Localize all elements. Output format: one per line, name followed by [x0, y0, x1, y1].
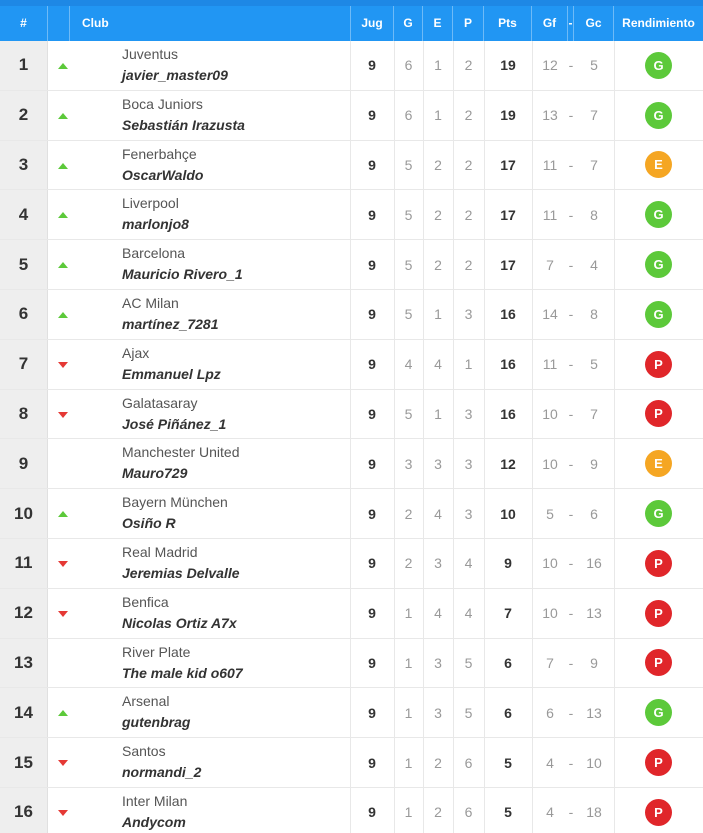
- table-row[interactable]: [0, 439, 703, 489]
- row-e: 2: [434, 256, 442, 273]
- trend-down-icon: [58, 760, 70, 768]
- club-name[interactable]: River Plate: [122, 643, 191, 660]
- performance-badge: G: [645, 251, 672, 278]
- player-name[interactable]: OscarWaldo: [122, 166, 204, 183]
- row-goal-sep: -: [568, 156, 574, 173]
- row-gc: 7: [590, 107, 598, 124]
- club-name[interactable]: Santos: [122, 743, 166, 760]
- row-jug: 9: [368, 156, 376, 173]
- club-name[interactable]: Ajax: [122, 344, 150, 361]
- row-p: 3: [464, 455, 473, 472]
- row-g: 5: [404, 156, 413, 173]
- row-g: 1: [404, 654, 413, 671]
- row-gc: 7: [590, 156, 598, 173]
- row-position: 10: [0, 489, 48, 538]
- rendimiento-cell: [614, 290, 703, 339]
- player-name[interactable]: gutenbrag: [122, 714, 191, 731]
- row-jug: 9: [368, 654, 376, 671]
- table-row[interactable]: [0, 788, 703, 833]
- table-row[interactable]: [0, 141, 703, 191]
- row-gf: 4: [546, 754, 554, 771]
- row-position: 16: [0, 788, 48, 833]
- table-row[interactable]: [0, 390, 703, 440]
- row-position: 11: [0, 539, 48, 588]
- row-e: 2: [434, 804, 442, 821]
- table-row[interactable]: [0, 539, 703, 589]
- rendimiento-cell: [614, 489, 703, 538]
- player-name[interactable]: Andycom: [122, 814, 186, 830]
- row-g: 5: [404, 206, 413, 223]
- player-name[interactable]: Jeremias Delvalle: [122, 565, 240, 581]
- trend-down-icon: [58, 561, 70, 569]
- row-gc: 7: [590, 405, 598, 422]
- trend-up-icon: [58, 113, 70, 121]
- club-name[interactable]: Boca Juniors: [122, 95, 203, 112]
- trend-up-icon: [58, 63, 70, 71]
- table-row[interactable]: [0, 41, 703, 91]
- rendimiento-cell: [614, 240, 703, 289]
- trend-up-icon: [58, 312, 70, 320]
- rendimiento-cell: [614, 141, 703, 190]
- row-position: 6: [0, 290, 48, 339]
- player-name[interactable]: martínez_7281: [122, 316, 219, 332]
- player-name[interactable]: José Piñánez_1: [122, 415, 227, 432]
- row-jug: 9: [368, 356, 376, 373]
- row-gc: 4: [590, 256, 598, 273]
- row-pts: 19: [500, 57, 516, 74]
- row-position: 3: [0, 141, 48, 190]
- row-goal-sep: -: [568, 57, 574, 74]
- player-name[interactable]: Mauro729: [122, 465, 188, 482]
- trend-down-icon: [58, 412, 70, 420]
- table-row[interactable]: [0, 91, 703, 141]
- row-gc: 8: [590, 206, 598, 223]
- performance-badge: P: [645, 400, 672, 427]
- row-gc: 10: [586, 754, 602, 771]
- row-jug: 9: [368, 57, 376, 74]
- club-name[interactable]: Arsenal: [122, 693, 170, 710]
- row-pts: 16: [500, 405, 516, 422]
- row-e: 1: [434, 405, 442, 422]
- row-gf: 5: [546, 505, 554, 522]
- row-g: 3: [404, 455, 413, 472]
- row-position: 15: [0, 738, 48, 787]
- row-jug: 9: [368, 704, 376, 721]
- row-pts: 16: [500, 356, 516, 373]
- table-row[interactable]: [0, 589, 703, 639]
- row-goal-sep: -: [568, 107, 574, 124]
- row-pts: 9: [504, 555, 512, 572]
- club-name[interactable]: Inter Milan: [122, 793, 188, 809]
- row-gf: 11: [542, 356, 558, 373]
- row-gc: 8: [590, 306, 598, 323]
- header-pos: #: [0, 6, 48, 41]
- row-gf: 11: [542, 156, 558, 173]
- club-name[interactable]: Liverpool: [122, 195, 179, 212]
- rendimiento-cell: [614, 41, 703, 90]
- row-goal-sep: -: [568, 405, 574, 422]
- performance-badge: P: [645, 550, 672, 577]
- performance-badge: E: [645, 151, 672, 178]
- row-position: 5: [0, 240, 48, 289]
- row-goal-sep: -: [568, 704, 574, 721]
- club-name[interactable]: Manchester United: [122, 444, 240, 461]
- header-dash: -: [568, 6, 574, 41]
- header-gc[interactable]: Gc: [574, 6, 614, 41]
- row-jug: 9: [368, 206, 376, 223]
- row-e: 1: [434, 107, 442, 124]
- row-jug: 9: [368, 555, 376, 572]
- row-goal-sep: -: [568, 206, 574, 223]
- performance-badge: P: [645, 351, 672, 378]
- row-gc: 18: [586, 804, 602, 821]
- performance-badge: P: [645, 600, 672, 627]
- table-row[interactable]: [0, 190, 703, 240]
- row-gc: 5: [590, 57, 598, 74]
- row-jug: 9: [368, 804, 376, 821]
- player-name[interactable]: The male kid o607: [122, 664, 243, 681]
- club-name[interactable]: Fenerbahçe: [122, 145, 197, 162]
- row-gc: 5: [590, 356, 598, 373]
- row-p: 3: [464, 306, 473, 323]
- row-p: 4: [464, 605, 473, 622]
- row-p: 5: [464, 654, 473, 671]
- row-e: 4: [434, 356, 442, 373]
- row-e: 1: [434, 306, 442, 323]
- club-name[interactable]: Bayern München: [122, 494, 228, 511]
- header-trend: [48, 6, 70, 41]
- player-name[interactable]: normandi_2: [122, 764, 202, 781]
- player-name[interactable]: marlonjo8: [122, 216, 189, 233]
- performance-badge: G: [645, 201, 672, 228]
- player-name[interactable]: Sebastián Irazusta: [122, 116, 245, 133]
- row-jug: 9: [368, 306, 376, 323]
- club-name[interactable]: Juventus: [122, 46, 179, 62]
- rendimiento-cell: [614, 91, 703, 140]
- row-p: 5: [464, 704, 473, 721]
- player-name[interactable]: Nicolas Ortiz A7x: [122, 614, 237, 631]
- row-gf: 7: [546, 256, 554, 273]
- row-g: 5: [404, 256, 413, 273]
- trend-down-icon: [58, 611, 70, 619]
- row-position: 4: [0, 190, 48, 239]
- club-name[interactable]: AC Milan: [122, 295, 179, 311]
- row-e: 4: [434, 505, 442, 522]
- row-p: 2: [464, 107, 473, 124]
- row-gc: 13: [586, 605, 602, 622]
- row-e: 3: [434, 704, 442, 721]
- row-position: 2: [0, 91, 48, 140]
- performance-badge: P: [645, 649, 672, 676]
- club-name[interactable]: Benfica: [122, 593, 169, 610]
- table-row[interactable]: [0, 738, 703, 788]
- header-rendimiento[interactable]: Rendimiento: [622, 16, 695, 30]
- row-gf: 11: [542, 206, 558, 223]
- row-p: 3: [464, 505, 473, 522]
- row-pts: 6: [504, 654, 512, 671]
- row-position: 13: [0, 639, 48, 688]
- row-gc: 13: [586, 704, 602, 721]
- row-gf: 10: [542, 605, 558, 622]
- rendimiento-cell: [614, 190, 703, 239]
- row-e: 2: [434, 754, 442, 771]
- row-e: 2: [434, 156, 442, 173]
- row-p: 2: [464, 156, 473, 173]
- row-goal-sep: -: [568, 605, 574, 622]
- row-gc: 6: [590, 505, 598, 522]
- row-pts: 7: [504, 605, 512, 622]
- row-position: 1: [0, 41, 48, 90]
- trend-up-icon: [58, 511, 70, 519]
- performance-badge: G: [645, 699, 672, 726]
- rendimiento-cell: [614, 539, 703, 588]
- row-g: 5: [404, 306, 413, 323]
- row-pts: 19: [500, 107, 516, 124]
- performance-badge: G: [645, 102, 672, 129]
- row-gc: 9: [590, 654, 598, 671]
- row-jug: 9: [368, 256, 376, 273]
- trend-up-icon: [58, 710, 70, 718]
- table-row[interactable]: [0, 340, 703, 390]
- row-gf: 10: [542, 555, 558, 572]
- rendimiento-cell: [614, 340, 703, 389]
- performance-badge: G: [645, 500, 672, 527]
- row-e: 3: [434, 455, 442, 472]
- row-position: 14: [0, 688, 48, 737]
- header-g[interactable]: G: [394, 6, 423, 41]
- row-g: 5: [404, 405, 413, 422]
- row-jug: 9: [368, 405, 376, 422]
- table-row[interactable]: [0, 489, 703, 539]
- row-goal-sep: -: [568, 455, 574, 472]
- club-name[interactable]: Galatasaray: [122, 394, 198, 411]
- table-row[interactable]: [0, 688, 703, 738]
- trend-down-icon: [58, 810, 70, 818]
- row-g: 1: [404, 804, 413, 821]
- club-name[interactable]: Barcelona: [122, 245, 186, 262]
- row-jug: 9: [368, 455, 376, 472]
- row-gf: 6: [546, 704, 554, 721]
- row-g: 1: [404, 605, 413, 622]
- header-jug[interactable]: Jug: [350, 6, 394, 41]
- header-club[interactable]: Club: [82, 16, 109, 30]
- row-gf: 10: [542, 455, 558, 472]
- row-g: 1: [404, 704, 413, 721]
- row-pts: 16: [500, 306, 516, 323]
- row-pts: 17: [500, 156, 516, 173]
- row-goal-sep: -: [568, 555, 574, 572]
- performance-badge: G: [645, 301, 672, 328]
- header-e[interactable]: E: [423, 6, 453, 41]
- rendimiento-cell: [614, 390, 703, 439]
- row-pts: 5: [504, 804, 512, 821]
- row-position: 8: [0, 390, 48, 439]
- trend-up-icon: [58, 163, 70, 171]
- row-p: 2: [464, 206, 473, 223]
- row-gf: 4: [546, 804, 554, 821]
- row-goal-sep: -: [568, 356, 574, 373]
- row-g: 4: [404, 356, 413, 373]
- rendimiento-cell: [614, 439, 703, 488]
- player-name[interactable]: Mauricio Rivero_1: [122, 266, 243, 283]
- row-g: 2: [404, 505, 413, 522]
- trend-down-icon: [58, 362, 70, 370]
- row-g: 6: [404, 57, 413, 74]
- row-g: 6: [404, 107, 413, 124]
- standings-header: [0, 6, 703, 41]
- row-p: 6: [464, 754, 473, 771]
- row-pts: 12: [500, 455, 516, 472]
- row-g: 2: [404, 555, 413, 572]
- row-position: 9: [0, 439, 48, 488]
- row-goal-sep: -: [568, 256, 574, 273]
- rendimiento-cell: [614, 738, 703, 787]
- row-jug: 9: [368, 754, 376, 771]
- row-gc: 16: [586, 555, 602, 572]
- performance-badge: G: [645, 52, 672, 79]
- row-e: 1: [434, 57, 442, 74]
- player-name[interactable]: Emmanuel Lpz: [122, 365, 221, 382]
- row-e: 3: [434, 555, 442, 572]
- table-row[interactable]: [0, 639, 703, 689]
- header-gf[interactable]: Gf: [532, 6, 568, 41]
- table-row[interactable]: [0, 290, 703, 340]
- rendimiento-cell: [614, 688, 703, 737]
- row-gf: 13: [542, 107, 558, 124]
- row-gf: 14: [542, 306, 558, 323]
- player-name[interactable]: Osiño R: [122, 515, 176, 532]
- rendimiento-cell: [614, 639, 703, 688]
- row-pts: 17: [500, 256, 516, 273]
- performance-badge: E: [645, 450, 672, 477]
- row-goal-sep: -: [568, 804, 574, 821]
- performance-badge: P: [645, 749, 672, 776]
- row-goal-sep: -: [568, 754, 574, 771]
- row-jug: 9: [368, 605, 376, 622]
- header-pts[interactable]: Pts: [484, 6, 532, 41]
- row-gf: 10: [542, 405, 558, 422]
- row-p: 1: [464, 356, 473, 373]
- row-goal-sep: -: [568, 306, 574, 323]
- row-position: 12: [0, 589, 48, 638]
- header-p[interactable]: P: [453, 6, 484, 41]
- row-e: 4: [434, 605, 442, 622]
- rendimiento-cell: [614, 788, 703, 833]
- row-p: 2: [464, 256, 473, 273]
- row-p: 6: [464, 804, 473, 821]
- row-e: 2: [434, 206, 442, 223]
- row-pts: 5: [504, 754, 512, 771]
- row-e: 3: [434, 654, 442, 671]
- row-gf: 7: [546, 654, 554, 671]
- row-pts: 17: [500, 206, 516, 223]
- player-name[interactable]: javier_master09: [122, 67, 228, 83]
- trend-up-icon: [58, 262, 70, 270]
- row-pts: 6: [504, 704, 512, 721]
- trend-up-icon: [58, 212, 70, 220]
- row-goal-sep: -: [568, 654, 574, 671]
- row-position: 7: [0, 340, 48, 389]
- row-jug: 9: [368, 505, 376, 522]
- row-goal-sep: -: [568, 505, 574, 522]
- performance-badge: P: [645, 799, 672, 826]
- row-p: 4: [464, 555, 473, 572]
- row-pts: 10: [500, 505, 516, 522]
- row-p: 2: [464, 57, 473, 74]
- rendimiento-cell: [614, 589, 703, 638]
- row-jug: 9: [368, 107, 376, 124]
- club-name[interactable]: Real Madrid: [122, 544, 198, 560]
- row-gf: 12: [542, 57, 558, 74]
- row-p: 3: [464, 405, 473, 422]
- row-gc: 9: [590, 455, 598, 472]
- row-g: 1: [404, 754, 413, 771]
- table-row[interactable]: [0, 240, 703, 290]
